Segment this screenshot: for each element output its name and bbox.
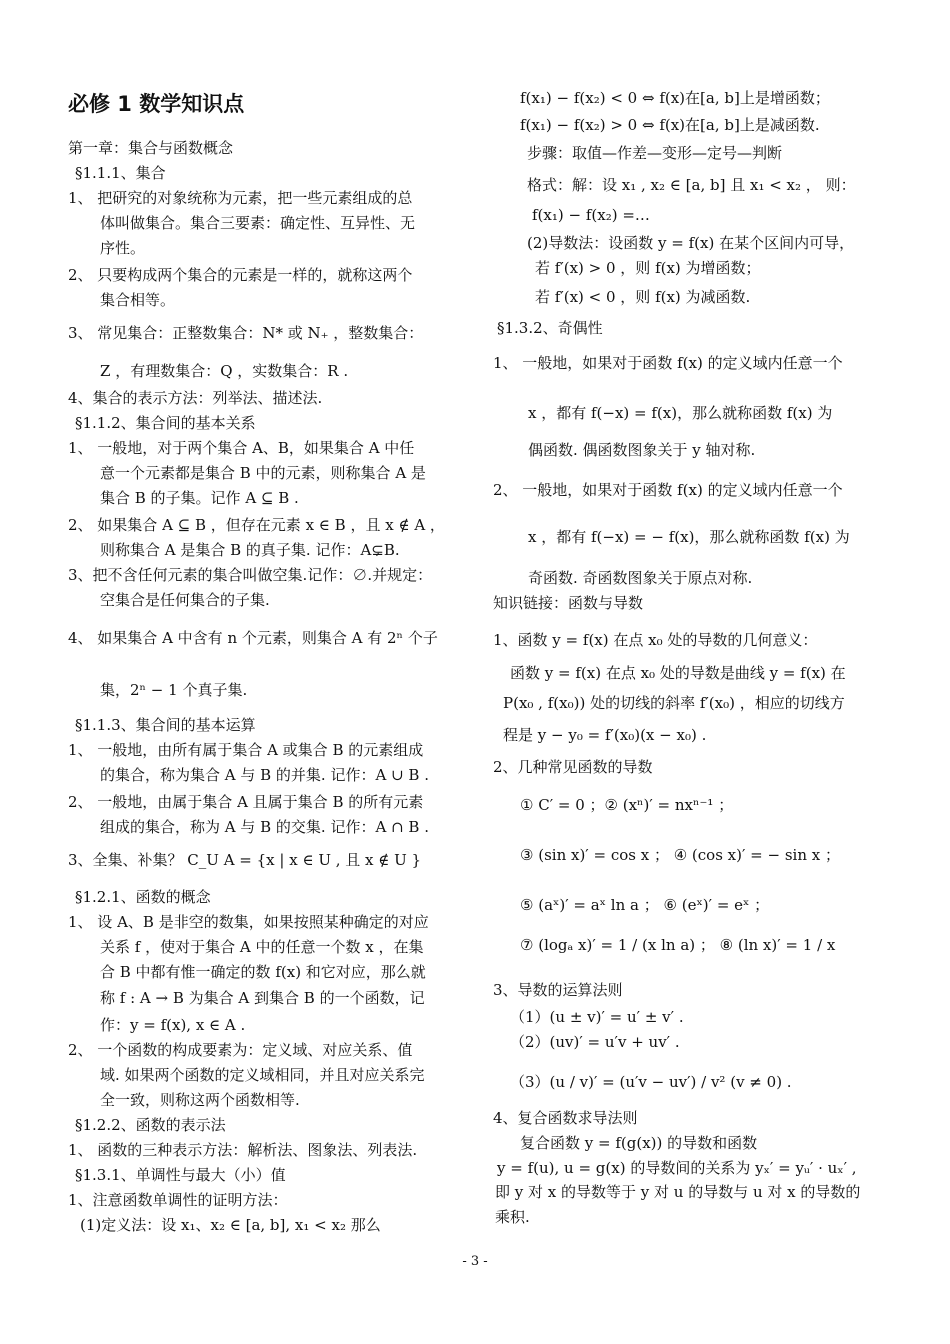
left-text-line: 1、 设 A、B 是非空的数集，如果按照某种确定的对应 bbox=[68, 913, 429, 931]
page-number: - 3 - bbox=[462, 1254, 488, 1269]
right-text-line: 1、 一般地，如果对于函数 f(x) 的定义域内任意一个 bbox=[493, 354, 843, 372]
right-text-line: 格式：解：设 x₁ , x₂ ∈ [a, b] 且 x₁ < x₂ ， 则： bbox=[527, 176, 856, 194]
right-text-line: 程是 y − y₀ = f′(x₀)(x − x₀) . bbox=[503, 726, 707, 744]
right-text-line: f(x₁) − f(x₂) =… bbox=[532, 206, 650, 224]
left-text-line: 3、全集、补集？ C_U A = {x | x ∈ U , 且 x ∉ U } bbox=[68, 851, 422, 869]
left-text-line: 全一致，则称这两个函数相等. bbox=[100, 1091, 300, 1109]
left-text-line: 域. 如果两个函数的定义域相同，并且对应关系完 bbox=[100, 1066, 425, 1084]
left-text-line: 序性。 bbox=[100, 239, 146, 257]
left-text-line: 关系 f ，使对于集合 A 中的任意一个数 x ，在集 bbox=[100, 938, 424, 956]
right-text-line: 若 f′(x) < 0 ，则 f(x) 为减函数. bbox=[535, 288, 751, 306]
right-text-line: 函数 y = f(x) 在点 x₀ 处的导数是曲线 y = f(x) 在 bbox=[510, 664, 846, 682]
right-text-line: 1、函数 y = f(x) 在点 x₀ 处的导数的几何意义： bbox=[493, 631, 818, 649]
left-text-line: 2、 只要构成两个集合的元素是一样的，就称这两个 bbox=[68, 266, 413, 284]
left-text-line: 集，2ⁿ − 1 个真子集. bbox=[100, 681, 248, 699]
left-text-line: 3、把不含任何元素的集合叫做空集.记作：∅.并规定： bbox=[68, 566, 433, 584]
right-text-line: 4、复合函数求导法则 bbox=[493, 1109, 638, 1127]
left-text-line: 1、 一般地，由所有属于集合 A 或集合 B 的元素组成 bbox=[68, 741, 424, 759]
right-text-line: f(x₁) − f(x₂) > 0 ⇔ f(x)在[a, b]上是减函数. bbox=[520, 116, 820, 134]
right-text-line: 即 y 对 x 的导数等于 y 对 u 的导数与 u 对 x 的导数的 bbox=[495, 1183, 861, 1201]
right-text-line: ⑦ (logₐ x)′ = 1 / (x ln a) ； ⑧ (ln x)′ = 1 / x bbox=[520, 936, 836, 954]
left-text-line: 的集合，称为集合 A 与 B 的并集. 记作：A ∪ B . bbox=[100, 766, 429, 784]
left-text-line: (1)定义法：设 x₁、x₂ ∈ [a, b], x₁ < x₂ 那么 bbox=[80, 1216, 381, 1234]
right-text-line: P(x₀ , f(x₀)) 处的切线的斜率 f′(x₀) ，相应的切线方 bbox=[503, 694, 845, 712]
right-text-line: 若 f′(x) > 0 ，则 f(x) 为增函数； bbox=[535, 259, 761, 277]
left-text-line: 1、注意函数单调性的证明方法： bbox=[68, 1191, 288, 1209]
right-text-line: x ，都有 f(−x) = f(x)，那么就称函数 f(x) 为 bbox=[528, 404, 833, 422]
right-text-line: 偶函数. 偶函数图象关于 y 轴对称. bbox=[528, 441, 756, 459]
right-text-line: y = f(u), u = g(x) 的导数间的关系为 yₓ′ = yᵤ′ · uₓ′ , bbox=[497, 1159, 857, 1177]
right-text-line: 2、几种常见函数的导数 bbox=[493, 758, 653, 776]
right-text-line: f(x₁) − f(x₂) < 0 ⇔ f(x)在[a, b]上是增函数； bbox=[520, 89, 830, 107]
right-text-line: （3）(u / v)′ = (u′v − uv′) / v² (v ≠ 0) . bbox=[510, 1073, 792, 1091]
left-text-line: 集合相等。 bbox=[100, 291, 176, 309]
right-text-line: （1）(u ± v)′ = u′ ± v′ . bbox=[510, 1008, 684, 1026]
left-text-line: §1.2.2、函数的表示法 bbox=[75, 1116, 226, 1134]
right-text-line: 步骤：取值—作差—变形—定号—判断 bbox=[527, 144, 783, 162]
right-text-line: x ，都有 f(−x) = − f(x)，那么就称函数 f(x) 为 bbox=[528, 528, 850, 546]
left-text-line: 体叫做集合。集合三要素：确定性、互异性、无 bbox=[100, 214, 416, 232]
left-text-line: 3、 常见集合：正整数集合：N* 或 N₊ ，整数集合： bbox=[68, 324, 424, 342]
left-text-line: 意一个元素都是集合 B 中的元素，则称集合 A 是 bbox=[100, 464, 426, 482]
left-text-line: 2、 一般地，由属于集合 A 且属于集合 B 的所有元素 bbox=[68, 793, 424, 811]
right-text-line: （2）(uv)′ = u′v + uv′ . bbox=[510, 1033, 680, 1051]
left-text-line: 2、 一个函数的构成要素为：定义域、对应关系、值 bbox=[68, 1041, 413, 1059]
left-text-line: 1、 一般地，对于两个集合 A、B，如果集合 A 中任 bbox=[68, 439, 415, 457]
left-text-line: 作：y = f(x), x ∈ A . bbox=[100, 1016, 246, 1034]
left-text-line: §1.1.1、集合 bbox=[75, 164, 166, 182]
left-text-line: 集合 B 的子集。记作 A ⊆ B . bbox=[100, 489, 299, 507]
left-text-line: 4、 如果集合 A 中含有 n 个元素，则集合 A 有 2ⁿ 个子 bbox=[68, 629, 438, 647]
right-text-line: 知识链接：函数与导数 bbox=[493, 594, 644, 612]
page-title: 必修 1 数学知识点 bbox=[68, 92, 245, 116]
right-text-line: 复合函数 y = f(g(x)) 的导数和函数 bbox=[520, 1134, 758, 1152]
left-text-line: §1.2.1、函数的概念 bbox=[75, 888, 211, 906]
left-text-line: 空集合是任何集合的子集. bbox=[100, 591, 270, 609]
right-text-line: 奇函数. 奇函数图象关于原点对称. bbox=[528, 569, 753, 587]
right-text-line: §1.3.2、奇偶性 bbox=[497, 319, 603, 337]
left-text-line: §1.1.3、集合间的基本运算 bbox=[75, 716, 256, 734]
left-text-line: 1、 把研究的对象统称为元素，把一些元素组成的总 bbox=[68, 189, 413, 207]
right-text-line: 2、 一般地，如果对于函数 f(x) 的定义域内任意一个 bbox=[493, 481, 843, 499]
right-text-line: (2)导数法：设函数 y = f(x) 在某个区间内可导， bbox=[527, 234, 855, 252]
right-text-line: ① C′ = 0 ；② (xⁿ)′ = nxⁿ⁻¹ ； bbox=[520, 796, 734, 814]
left-text-line: 2、 如果集合 A ⊆ B ，但存在元素 x ∈ B ，且 x ∉ A ， bbox=[68, 516, 445, 534]
left-text-line: Z ，有理数集合：Q ，实数集合：R . bbox=[100, 362, 349, 380]
left-text-line: 1、 函数的三种表示方法：解析法、图象法、列表法. bbox=[68, 1141, 418, 1159]
left-text-line: 称 f : A → B 为集合 A 到集合 B 的一个函数，记 bbox=[100, 989, 425, 1007]
left-text-line: 组成的集合，称为 A 与 B 的交集. 记作：A ∩ B . bbox=[100, 818, 429, 836]
right-text-line: ③ (sin x)′ = cos x ； ④ (cos x)′ = − sin x ； bbox=[520, 846, 840, 864]
left-text-line: §1.3.1、单调性与最大（小）值 bbox=[75, 1166, 286, 1184]
left-text-line: 则称集合 A 是集合 B 的真子集. 记作：A⊊B. bbox=[100, 541, 400, 559]
left-text-line: §1.1.2、集合间的基本关系 bbox=[75, 414, 256, 432]
left-text-line: 第一章：集合与函数概念 bbox=[68, 139, 234, 157]
left-text-line: 合 B 中都有惟一确定的数 f(x) 和它对应，那么就 bbox=[100, 963, 426, 981]
right-text-line: 3、导数的运算法则 bbox=[493, 981, 623, 999]
left-text-line: 4、集合的表示方法：列举法、描述法. bbox=[68, 389, 323, 407]
right-text-line: ⑤ (aˣ)′ = aˣ ln a ； ⑥ (eˣ)′ = eˣ ； bbox=[520, 896, 770, 914]
right-text-line: 乘积. bbox=[495, 1208, 530, 1226]
